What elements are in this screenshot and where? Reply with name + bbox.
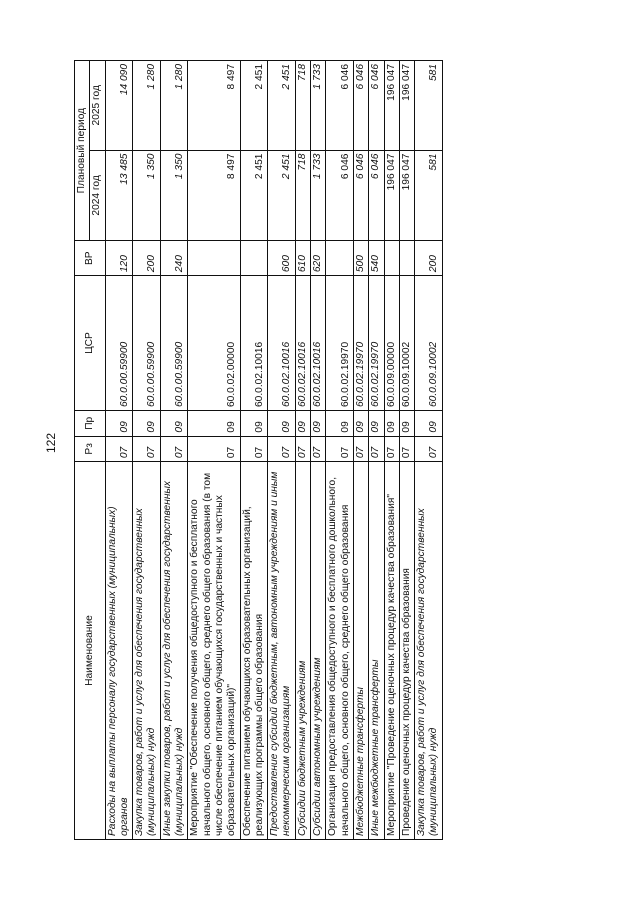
- cell-2025: 6 046: [369, 61, 384, 151]
- cell-name: Организация предоставления общедоступного и бесплатного дошкольного, начального общего, основного общего, среднего общего образования: [326, 462, 354, 840]
- cell-2025: 6 046: [353, 61, 368, 151]
- table-row: [188, 61, 240, 840]
- cell-pr: 09: [295, 410, 310, 436]
- table-row: [268, 61, 296, 840]
- cell-2025: 2 451: [240, 61, 268, 151]
- cell-vr: [188, 241, 240, 276]
- cell-2024: 8 497: [188, 150, 240, 241]
- cell-rz: 07: [295, 436, 310, 462]
- cell-vr: 240: [160, 241, 188, 276]
- table-row: [105, 61, 133, 840]
- cell-2025: 196 047: [399, 61, 414, 151]
- header-pr: Пр: [75, 410, 106, 436]
- cell-pr: 09: [311, 410, 326, 436]
- cell-2024: 196 047: [399, 150, 414, 241]
- cell-name: Предоставление субсидий бюджетным, автономным учреждениям и иным некоммерческим организациям: [268, 462, 296, 840]
- table-row: [384, 61, 399, 840]
- table-row: [369, 61, 384, 840]
- cell-pr: 09: [240, 410, 268, 436]
- cell-2024: 6 046: [326, 150, 354, 241]
- cell-csr: 60.0.02.10016: [295, 276, 310, 411]
- table-row: [295, 61, 310, 840]
- cell-2024: 196 047: [384, 150, 399, 241]
- rotated-page-content: [74, 60, 596, 840]
- cell-name: Закупка товаров, работ и услуг для обеспечения государственных (муниципальных) нужд: [133, 462, 161, 840]
- cell-rz: 07: [133, 436, 161, 462]
- cell-name: Межбюджетные трансферты: [353, 462, 368, 840]
- page-number: 122: [44, 432, 58, 454]
- cell-vr: [326, 241, 354, 276]
- cell-vr: [399, 241, 414, 276]
- cell-csr: 60.0.02.10016: [240, 276, 268, 411]
- cell-2024: 2 451: [268, 150, 296, 241]
- cell-2024: 581: [415, 150, 443, 241]
- cell-vr: 200: [415, 241, 443, 276]
- cell-2025: 1 280: [133, 61, 161, 151]
- cell-pr: 09: [415, 410, 443, 436]
- header-name: Наименование: [75, 462, 106, 840]
- cell-pr: 09: [353, 410, 368, 436]
- cell-pr: 09: [384, 410, 399, 436]
- cell-rz: 07: [326, 436, 354, 462]
- cell-csr: 60.0.09.10002: [415, 276, 443, 411]
- cell-pr: 09: [268, 410, 296, 436]
- cell-name: Мероприятие "Обеспечение получения общедоступного и бесплатного начального общего, основного общего, среднего общего образования (в том числе обеспечение питанием обучающихся государственных и частных образовательных организаций)": [188, 462, 240, 840]
- cell-2024: 6 046: [353, 150, 368, 241]
- cell-2024: 1 350: [133, 150, 161, 241]
- budget-table: [74, 60, 443, 840]
- cell-rz: 07: [399, 436, 414, 462]
- cell-rz: 07: [369, 436, 384, 462]
- cell-2024: 1 733: [311, 150, 326, 241]
- cell-rz: 07: [240, 436, 268, 462]
- cell-csr: 60.0.00.59900: [160, 276, 188, 411]
- cell-vr: 610: [295, 241, 310, 276]
- cell-pr: 09: [326, 410, 354, 436]
- cell-csr: 60.0.02.00000: [188, 276, 240, 411]
- table-row: [353, 61, 368, 840]
- cell-name: Закупка товаров, работ и услуг для обеспечения государственных (муниципальных) нужд: [415, 462, 443, 840]
- cell-2025: 6 046: [326, 61, 354, 151]
- cell-rz: 07: [268, 436, 296, 462]
- table-row: [160, 61, 188, 840]
- cell-name: Субсидии бюджетным учреждениям: [295, 462, 310, 840]
- cell-rz: 07: [105, 436, 133, 462]
- cell-csr: 60.0.00.59900: [133, 276, 161, 411]
- table-row: [415, 61, 443, 840]
- cell-pr: 09: [133, 410, 161, 436]
- cell-2024: 1 350: [160, 150, 188, 241]
- cell-2025: 14 090: [105, 61, 133, 151]
- cell-pr: 09: [369, 410, 384, 436]
- cell-pr: 09: [105, 410, 133, 436]
- header-row-top: [75, 61, 90, 840]
- cell-csr: 60.0.02.10016: [268, 276, 296, 411]
- cell-csr: 60.0.09.00000: [384, 276, 399, 411]
- cell-2024: 6 046: [369, 150, 384, 241]
- cell-2024: 2 451: [240, 150, 268, 241]
- header-vr: ВР: [75, 241, 106, 276]
- cell-rz: 07: [415, 436, 443, 462]
- cell-2025: 1 280: [160, 61, 188, 151]
- cell-pr: 09: [160, 410, 188, 436]
- table-row: [311, 61, 326, 840]
- cell-2025: 196 047: [384, 61, 399, 151]
- header-rz: Рз: [75, 436, 106, 462]
- cell-name: Иные закупки товаров, работ и услуг для обеспечения государственных (муниципальных) нужд: [160, 462, 188, 840]
- cell-csr: 60.0.02.10016: [311, 276, 326, 411]
- cell-2025: 581: [415, 61, 443, 151]
- cell-vr: 600: [268, 241, 296, 276]
- cell-csr: 60.0.09.10002: [399, 276, 414, 411]
- cell-2025: 2 451: [268, 61, 296, 151]
- cell-name: Обеспечение питанием обучающихся образовательных организаций, реализующих программы общего образования: [240, 462, 268, 840]
- cell-vr: 200: [133, 241, 161, 276]
- cell-vr: [384, 241, 399, 276]
- cell-rz: 07: [353, 436, 368, 462]
- cell-2025: 1 733: [311, 61, 326, 151]
- cell-rz: 07: [311, 436, 326, 462]
- cell-2024: 13 485: [105, 150, 133, 241]
- cell-rz: 07: [160, 436, 188, 462]
- cell-pr: 09: [188, 410, 240, 436]
- table-body: [105, 61, 442, 840]
- cell-csr: 60.0.02.19970: [353, 276, 368, 411]
- cell-vr: [240, 241, 268, 276]
- cell-rz: 07: [188, 436, 240, 462]
- cell-2025: 718: [295, 61, 310, 151]
- cell-vr: 500: [353, 241, 368, 276]
- table-row: [326, 61, 354, 840]
- cell-name: Субсидии автономным учреждениям: [311, 462, 326, 840]
- cell-rz: 07: [384, 436, 399, 462]
- header-planned-period: Плановый период: [75, 61, 90, 241]
- cell-name: Мероприятие "Проведение оценочных процедур качества образования": [384, 462, 399, 840]
- table-row: [399, 61, 414, 840]
- cell-name: Проведение оценочных процедур качества образования: [399, 462, 414, 840]
- cell-pr: 09: [399, 410, 414, 436]
- header-year-2025: 2025 год: [90, 61, 105, 151]
- cell-vr: 120: [105, 241, 133, 276]
- cell-csr: 60.0.02.19970: [326, 276, 354, 411]
- cell-name: Иные межбюджетные трансферты: [369, 462, 384, 840]
- cell-vr: 620: [311, 241, 326, 276]
- table-row: [240, 61, 268, 840]
- cell-csr: 60.0.02.19970: [369, 276, 384, 411]
- table-row: [133, 61, 161, 840]
- cell-name: Расходы на выплаты персоналу государственных (муниципальных) органов: [105, 462, 133, 840]
- header-year-2024: 2024 год: [90, 150, 105, 241]
- cell-2025: 8 497: [188, 61, 240, 151]
- header-csr: ЦСР: [75, 276, 106, 411]
- cell-csr: 60.0.00.59900: [105, 276, 133, 411]
- cell-2024: 718: [295, 150, 310, 241]
- cell-vr: 540: [369, 241, 384, 276]
